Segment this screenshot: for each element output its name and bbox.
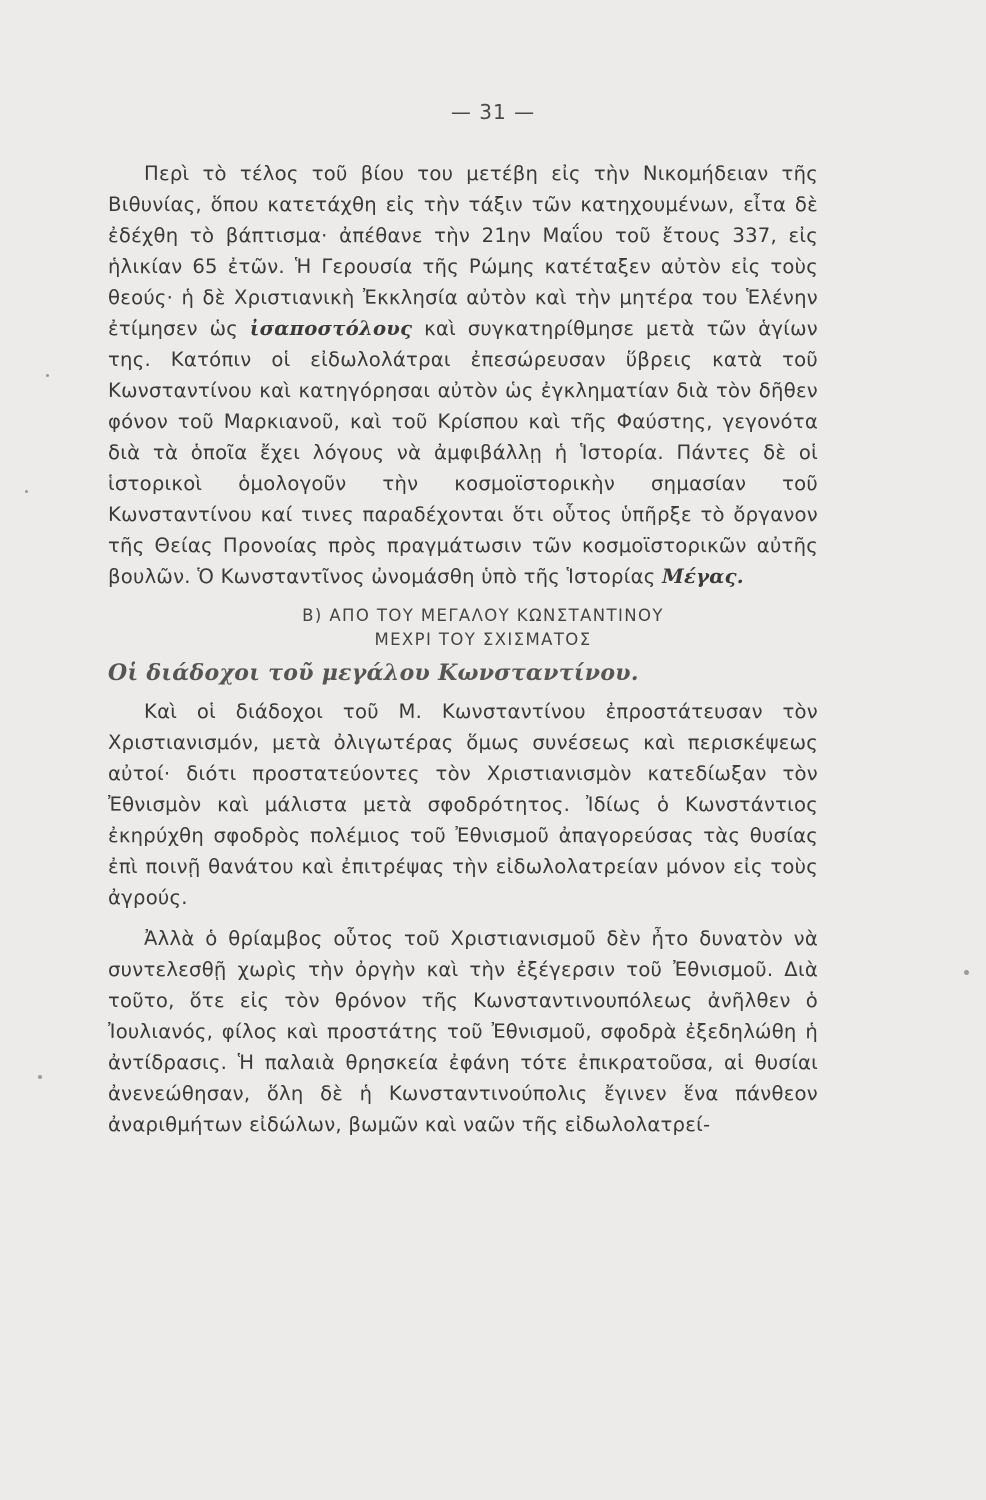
paper-speck: [38, 1075, 42, 1079]
section-heading: [148, 604, 818, 652]
section-heading-line-2: ΜΕΧΡΙ ΤΟΥ ΣΧΙΣΜΑΤΟΣ: [374, 630, 592, 649]
sub-heading-successors: Οἱ διάδοχοι τοῦ μεγάλου Κωνσταντίνου.: [108, 660, 639, 686]
paper-speck: [25, 490, 28, 493]
page-number: — 31 —: [450, 100, 536, 124]
paper-speck: [964, 970, 969, 975]
paragraph-text-continued: καὶ συγκατηρίθμησε μετὰ τῶν ἁγίων της. Κατόπιν οἱ εἰδωλολάτραι ἐπεσώρευσαν ὕβρεις κατὰ τοῦ Κωνσταντίνου καὶ κατηγόρησαι αὐτὸν ὡς ἐγκληματίαν διὰ τὸν δῆθεν φόνον τοῦ Μαρκιανοῦ, καὶ τοῦ Κρίσπου καὶ τῆς Φαύστης, γεγονότα διὰ τὰ ὁποῖα ἔχει λόγους νὰ ἀμφιβάλλῃ ἡ Ἱστορία. Πάντες δὲ οἱ ἱστορικοὶ ὁμολογοῦν τὴν κοσμοϊστορικὴν σημασίαν τοῦ Κωνσταντίνου καί τινες παραδέχονται ὅτι οὗτος ὑπῆρξε τὸ ὄργανον τῆς Θείας Προνοίας πρὸς πραγμάτωσιν τῶν κοσμοϊστορικῶν αὐτῆς βουλῶν. Ὁ Κωνσταντῖνος ὠνομάσθη ὑπὸ τῆς Ἱστορίας: [108, 317, 818, 588]
emphasis-megas: Μέγας.: [662, 565, 744, 588]
emphasis-isapostolous: ἰσαποστόλους: [249, 317, 413, 340]
paragraph-constantine-death: [108, 158, 818, 592]
paper-speck: [46, 374, 49, 377]
section-heading-line-1: B) ΑΠΟ ΤΟΥ ΜΕΓΑΛΟΥ ΚΩΝΣΤΑΝΤΙΝΟΥ: [302, 606, 664, 625]
paragraph-gap: [108, 913, 818, 923]
paragraph-julian: Ἀλλὰ ὁ θρίαμβος οὗτος τοῦ Χριστιανισμοῦ δὲν ἦτο δυνατὸν νὰ συντελεσθῇ χωρὶς τὴν ὀργὴν καὶ τὴν ἐξέγερσιν τοῦ Ἐθνισμοῦ. Διὰ τοῦτο, ὅτε εἰς τὸν θρόνον τῆς Κωνσταντινουπόλεως ἀνῆλθεν ὁ Ἰουλιανός, φίλος καὶ προστάτης τοῦ Ἐθνισμοῦ, σφοδρὰ ἐξεδηλώθη ἡ ἀντίδρασις. Ἡ παλαιὰ θρησκεία ἐφάνη τότε ἐπικρατοῦσα, αἱ θυσίαι ἀνενεώθησαν, ὅλη δὲ ἡ Κωνσταντινούπολις ἔγινεν ἕνα πάνθεον ἀναριθμήτων εἰδώλων, βωμῶν καὶ ναῶν τῆς εἰδωλολατρεί-: [108, 927, 818, 1136]
paragraph-successors: Καὶ οἱ διάδοχοι τοῦ Μ. Κωνσταντίνου ἐπροστάτευσαν τὸν Χριστιανισμόν, μετὰ ὀλιγωτέρας ὅμως συνέσεως καὶ περισκέψεως αὐτοί· διότι προστατεύοντες τὸν Χριστιανισμὸν κατεδίωξαν τὸν Ἐθνισμὸν καὶ μάλιστα μετὰ σφοδρότητος. Ἰδίως ὁ Κωνστάντιος ἐκηρύχθη σφοδρὸς πολέμιος τοῦ Ἐθνισμοῦ ἀπαγορεύσας τὰς θυσίας ἐπὶ ποινῇ θανάτου καὶ ἐπιτρέψας τὴν εἰδωλολατρείαν μόνον εἰς τοὺς ἀγρούς.: [108, 700, 818, 909]
paragraph-text: Περὶ τὸ τέλος τοῦ βίου του μετέβη εἰς τὴν Νικομήδειαν τῆς Βιθυνίας, ὅπου κατετάχθη εἰς τὴν τάξιν τῶν κατηχουμένων, εἶτα δὲ ἐδέχθη τὸ βάπτισμα· ἀπέθανε τὴν 21ην Μαΐου τοῦ ἔτους 337, εἰς ἡλικίαν 65 ἐτῶν. Ἡ Γερουσία τῆς Ρώμης κατέταξεν αὐτὸν εἰς τοὺς θεούς· ἡ δὲ Χριστιανικὴ Ἐκκλησία αὐτὸν καὶ τὴν μητέρα του Ἑλένην ἐτίμησεν ὡς: [108, 162, 818, 340]
